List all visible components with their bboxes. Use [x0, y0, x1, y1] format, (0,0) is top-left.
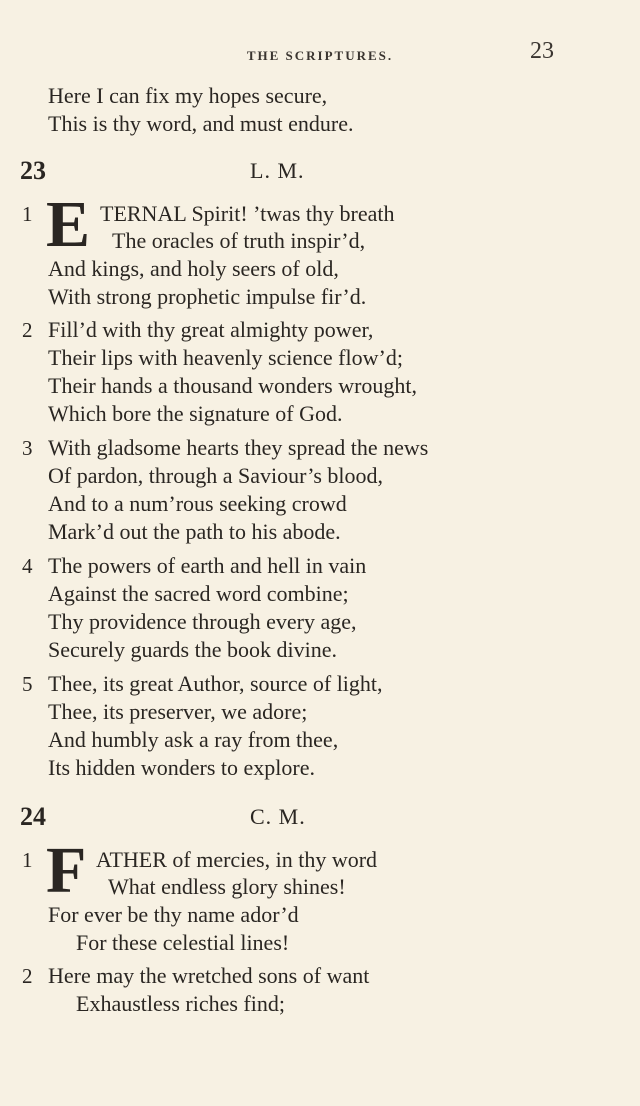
- verse-line: Thee, its preserver, we adore;: [48, 699, 308, 724]
- verse-line: And humbly ask a ray from thee,: [48, 727, 339, 752]
- verse-number: 1: [22, 202, 33, 226]
- hymn-number: 23: [20, 156, 46, 185]
- verse-line: TERNAL Spirit! ’twas thy breath: [100, 201, 395, 226]
- verse-line: Mark’d out the path to his abode.: [48, 519, 341, 544]
- verse-number: 1: [22, 848, 33, 872]
- verse-line: Their lips with heavenly science flow’d;: [48, 345, 403, 370]
- verse-line: ATHER of mercies, in thy word: [96, 847, 378, 872]
- verse-line: Which bore the signature of God.: [48, 401, 343, 426]
- verse-line: Securely guards the book divine.: [48, 637, 337, 662]
- verse-line: For these celestial lines!: [76, 930, 290, 955]
- verse-line: Its hidden wonders to explore.: [48, 755, 315, 780]
- verse-number: 4: [22, 554, 33, 578]
- verse-line: And to a num’rous seeking crowd: [48, 491, 347, 516]
- hymn-meter: C. M.: [250, 804, 306, 829]
- verse-line: For ever be thy name ador’d: [48, 902, 299, 927]
- verse-line: Their hands a thousand wonders wrought,: [48, 373, 418, 398]
- verse-line: Exhaustless riches find;: [76, 991, 285, 1016]
- verse-line: Here may the wretched sons of want: [48, 963, 370, 988]
- verse-line: Thee, its great Author, source of light,: [48, 671, 383, 696]
- verse-line: What endless glory shines!: [108, 874, 346, 899]
- verse-number: 3: [22, 436, 33, 460]
- page-number: 23: [530, 38, 554, 64]
- drop-cap: F: [46, 834, 87, 907]
- continuation-line: This is thy word, and must endure.: [48, 111, 354, 136]
- verse-line: The oracles of truth inspir’d,: [112, 228, 366, 253]
- verse-line: Of pardon, through a Saviour’s blood,: [48, 463, 384, 488]
- verse-number: 2: [22, 318, 33, 342]
- verse-number: 5: [22, 672, 33, 696]
- continuation-line: Here I can fix my hopes secure,: [48, 83, 328, 108]
- verse-line: Fill’d with thy great almighty power,: [48, 317, 374, 342]
- running-header: THE SCRIPTURES.: [246, 48, 394, 63]
- verse-number: 2: [22, 964, 33, 988]
- verse-line: Thy providence through every age,: [48, 609, 357, 634]
- verse-line: Against the sacred word combine;: [48, 581, 349, 606]
- verse-line: With strong prophetic impulse fir’d.: [48, 284, 367, 309]
- hymn-meter: L. M.: [250, 158, 305, 183]
- verse-line: And kings, and holy seers of old,: [48, 256, 339, 281]
- verse-line: The powers of earth and hell in vain: [48, 553, 367, 578]
- hymn-number: 24: [20, 802, 46, 831]
- drop-cap: E: [46, 188, 91, 261]
- verse-line: With gladsome hearts they spread the news: [48, 435, 429, 460]
